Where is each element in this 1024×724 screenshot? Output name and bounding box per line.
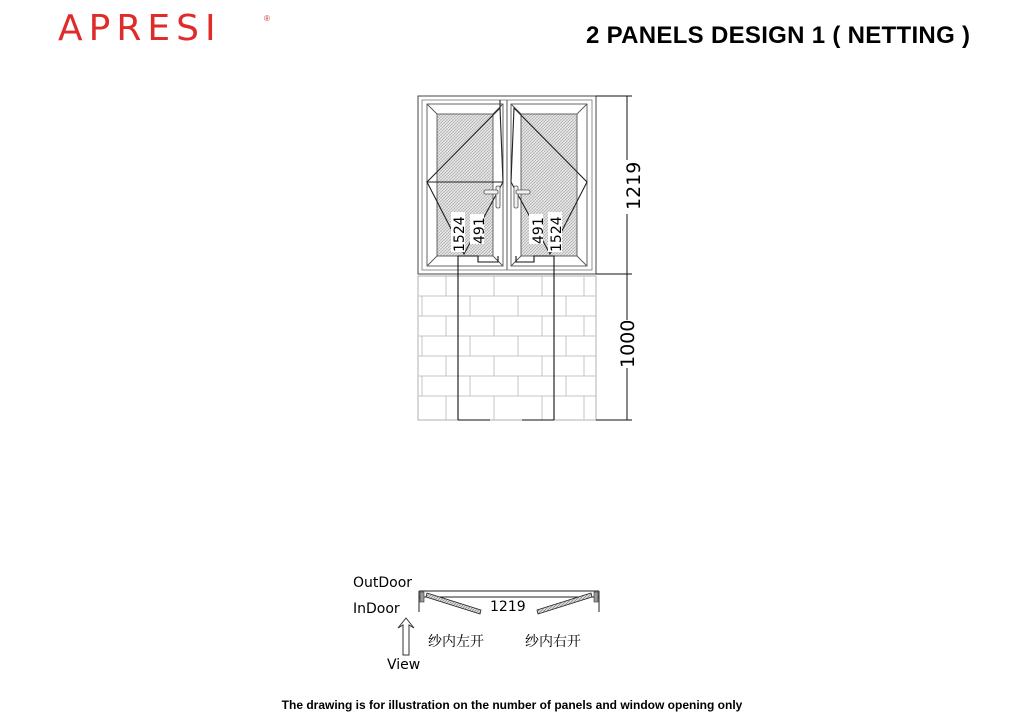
indoor-label: InDoor <box>353 601 400 617</box>
right-opening-note: 纱内右开 <box>525 634 581 650</box>
right-panel-width-label: 491 <box>531 217 547 244</box>
footer-note: The drawing is for illustration on the number of panels and window opening only <box>281 698 743 712</box>
brand-registered-mark: ® <box>264 14 270 23</box>
plan-left-sash <box>426 593 481 614</box>
outer-dimension-lines <box>596 96 632 420</box>
left-opening-note: 纱内左开 <box>428 634 484 650</box>
upper-height-label: 1219 <box>623 161 645 210</box>
plan-width-label: 1219 <box>490 599 526 615</box>
right-panel-height-label: 1524 <box>549 216 565 252</box>
brand-logo: APRESI <box>58 8 222 49</box>
panel-dimension-lines <box>458 256 554 420</box>
left-panel-height-label: 1524 <box>452 216 468 252</box>
view-arrow-icon <box>398 618 414 655</box>
view-label: View <box>387 657 421 673</box>
plan-right-sash <box>537 593 592 614</box>
page-title: 2 PANELS DESIGN 1 ( NETTING ) <box>586 22 971 49</box>
brick-wall <box>418 276 596 420</box>
outdoor-label: OutDoor <box>353 575 413 591</box>
left-panel-width-label: 491 <box>472 217 488 244</box>
lower-height-label: 1000 <box>617 319 639 368</box>
